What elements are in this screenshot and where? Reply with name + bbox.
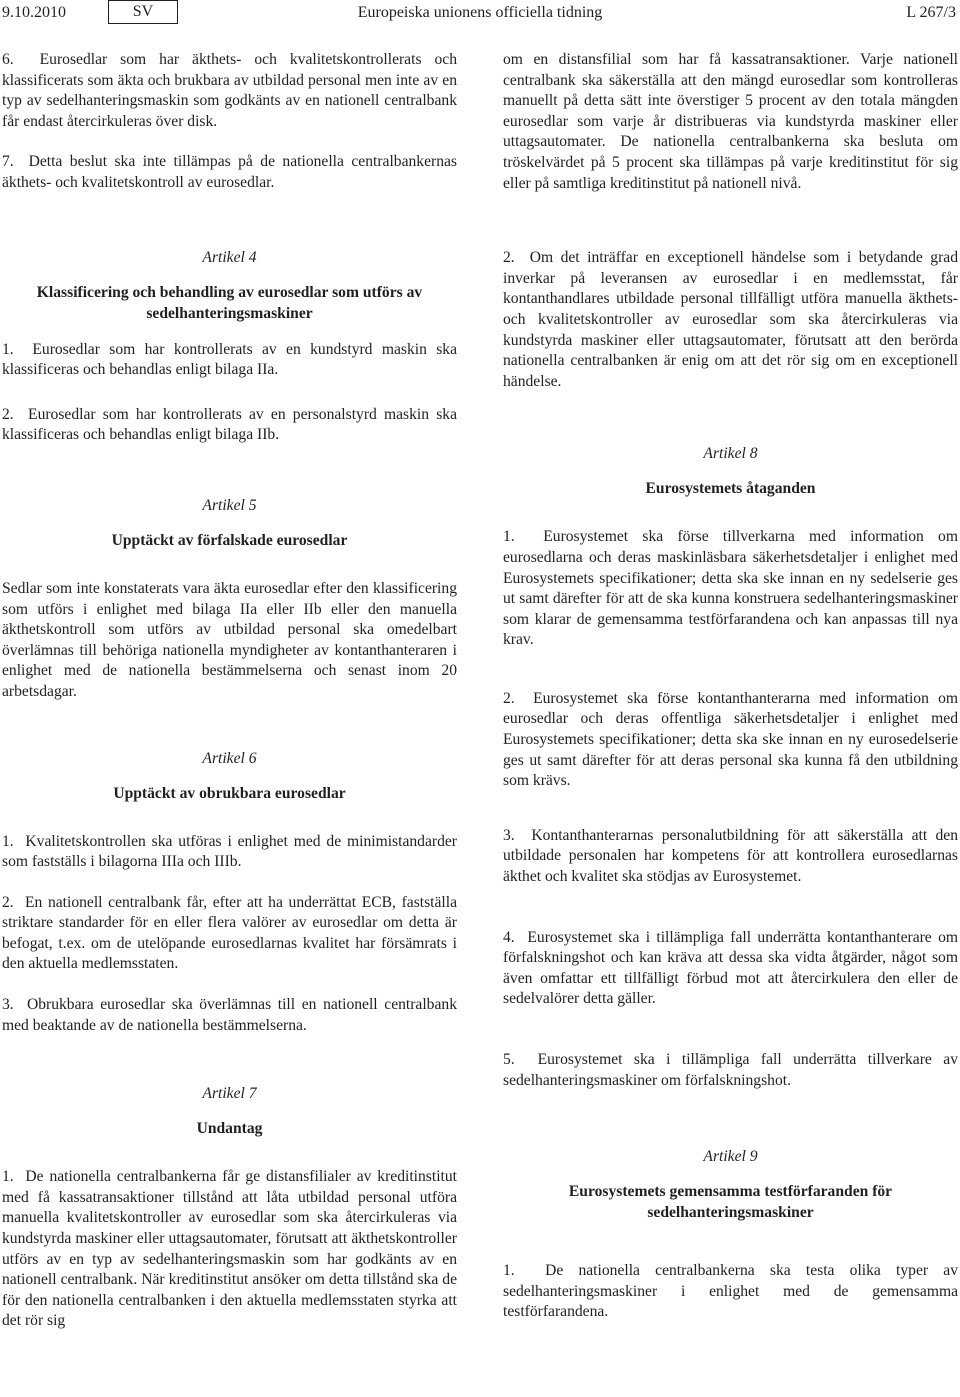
article-6-paragraph-3: 3. Obrukbara eurosedlar ska överlämnas till en nationell centralbank med beaktande av de nationella bestämmelserna. bbox=[2, 996, 457, 1034]
article-title: Upptäckt av förfalskade eurosedlar bbox=[111, 531, 348, 549]
article-title: Eurosystemets åtaganden bbox=[645, 480, 816, 498]
article-8-paragraph-5: 5. Eurosystemet ska i tillämpliga fall underrätta tillverkare av sedelhanteringsmaskiner om förfalskningshot. bbox=[503, 1051, 958, 1089]
article-4-paragraph-1: 1. Eurosedlar som har kontrollerats av en kundstyrd maskin ska klassificeras och behandlas enligt bilaga IIa. bbox=[2, 340, 457, 379]
article-8-paragraph-4: 4. Eurosystemet ska i tillämpliga fall underrätta kontanthanterare om förfalskningshot och kan kräva att dessa ska vidta åtgärder, något som även omfattar ett tillfälligt förbud mot att återcirkulera den eller de sedelvalörer detta gäller. bbox=[503, 928, 958, 1008]
left-column bbox=[2, 50, 457, 1332]
paragraph-7: 7. Detta beslut ska inte tillämpas på de nationella centralbankernas äkthets- och kvalitetskontroll av eurosedlar. bbox=[2, 153, 457, 191]
article-title: Klassificering och behandling av eurosedlar som utförs av sedelhanteringsmaskiner bbox=[36, 283, 423, 322]
article-8-paragraph-3: 3. Kontanthanterarnas personalutbildning för att säkerställa att den utbildade personalen har kompetens för att kontrollera eurosedlarnas äkthet och kvalitet ska stödjas av Eurosystemet. bbox=[503, 826, 958, 886]
article-6-heading bbox=[2, 749, 457, 804]
article-5-heading bbox=[2, 496, 457, 551]
language-badge: SV bbox=[108, 0, 178, 24]
article-9-paragraph-1: 1. De nationella centralbankerna ska testa olika typer av sedelhanteringsmaskiner i enlighet med de gemensamma testförfarandena. bbox=[503, 1262, 958, 1321]
article-label: Artikel 7 bbox=[202, 1085, 257, 1103]
article-6-paragraph-2: 2. En nationell centralbank får, efter att ha underrättat ECB, fastställa striktare standarder för en eller flera valörer av eurosedlar om detta är befogat, t.ex. om de utelöpande eurosedlarnas kvalitet har försämrats i den aktuella medlemsstaten. bbox=[2, 893, 457, 973]
article-7-heading bbox=[2, 1084, 457, 1139]
article-4-heading bbox=[2, 248, 457, 324]
article-7-paragraph-2: 2. Om det inträffar en exceptionell händelse som i betydande grad inverkar på leveransen av eurosedlar i en medlemsstat, får kontanthandlares utbildade personal tillfälligt utföra manuella äkthets- och kvalitetskontroller av eurosedlar som ska återcirkuleras via kundstyrda maskiner eller uttagsautomater, förutsatt att den berörda nationella centralbanken är enig om att det rör sig om en exceptionell händelse. bbox=[503, 249, 958, 390]
article-8-heading bbox=[503, 444, 958, 499]
article-label: Artikel 8 bbox=[703, 445, 758, 463]
article-label: Artikel 4 bbox=[202, 248, 257, 266]
article-title: Upptäckt av obrukbara eurosedlar bbox=[113, 784, 346, 802]
article-label: Artikel 6 bbox=[202, 749, 257, 767]
article-6-paragraph-1: 1. Kvalitetskontrollen ska utföras i enlighet med de minimistandarder som fastställs i bilagorna IIIa och IIIb. bbox=[2, 832, 457, 871]
right-column bbox=[503, 50, 958, 1323]
issue-date: 9.10.2010 bbox=[2, 4, 66, 21]
journal-title: Europeiska unionens officiella tidning bbox=[357, 4, 603, 21]
article-4-paragraph-2: 2. Eurosedlar som har kontrollerats av en personalstyrd maskin ska klassificeras och behandlas enligt bilaga IIb. bbox=[2, 405, 457, 444]
article-title: Undantag bbox=[196, 1120, 263, 1138]
article-5-paragraph: Sedlar som inte konstaterats vara äkta eurosedlar efter den klassificering som utförs i enlighet med bilaga IIa eller IIb eller den manuella äkthetskontroll som utförs av utbildad personal ska omedelbart överlämnas till behöriga nationella myndigheter av kontanthanteraren i enlighet med de nationella bestämmelserna och senast inom 20 arbetsdagar. bbox=[2, 579, 457, 700]
page-reference: L 267/3 bbox=[906, 4, 956, 21]
article-8-paragraph-1: 1. Eurosystemet ska förse tillverkarna med information om eurosedlarna och deras maskinläsbara säkerhetsdetaljer i enlighet med Eurosystemets specifikationer; detta ska ske innan en ny sedelserie ges ut samt därefter för att de ska kunna konstruera sedelhanteringsmaskiner som klarar de gemensamma testförfarandena och kan anpassas till nya krav. bbox=[503, 528, 958, 649]
article-title: Eurosystemets gemensamma testförfaranden för sedelhanteringsmaskiner bbox=[568, 1183, 893, 1222]
paragraph-6: 6. Eurosedlar som har äkthets- och kvalitetskontrollerats och klassificerats som äkta och brukbara av utbildad personal men inte av en typ av sedelhanteringsmaskin som godkänts av en nationell centralbank får endast återcirkuleras över disk. bbox=[2, 51, 457, 130]
article-7-paragraph-1: 1. De nationella centralbankerna får ge distansfilialer av kreditinstitut med få kassatransaktioner tillstånd att låta utbildad personal utföra manuella kvalitetskontroller av eurosedlar som ska återcirkuleras via kundstyrda maskiner eller uttagsautomater, förutsatt att äkthetskontroller utförs av en typ av sedelhanteringsmaskin som har godkänts av en nationell centralbank. När kreditinstitut ansöker om detta tillstånd ska de för den nationella centralbanken i den aktuella medlemsstaten styrka att det rör sig bbox=[2, 1168, 457, 1330]
article-label: Artikel 9 bbox=[703, 1148, 758, 1166]
article-8-paragraph-2: 2. Eurosystemet ska förse kontanthanterarna med information om eurosedlar och deras offentliga säkerhetsdetaljer i enlighet med Eurosystemets specifikationer; detta ska ske innan en ny eurosedelserie ges ut samt därefter för att deras personal ska kunna få den utbildning som krävs. bbox=[503, 689, 958, 790]
page-header bbox=[0, 0, 960, 26]
article-7-paragraph-1-continued: om en distansfilial som har få kassatransaktioner. Varje nationell centralbank ska säkerställa att den mängd eurosedlar som kontrolleras manuellt på detta sätt inte överstiger 5 procent av den totala mängden eurosedlar som varje år distribueras via kundstyrda maskiner eller uttagsautomater. De nationella centralbankerna ska besluta om tröskelvärdet på 5 procent ska tillämpas på varje kreditinstitut för sig eller på samtliga kreditinstitut på nationell nivå. bbox=[503, 51, 958, 192]
article-9-heading bbox=[503, 1147, 958, 1223]
article-label: Artikel 5 bbox=[202, 496, 257, 514]
